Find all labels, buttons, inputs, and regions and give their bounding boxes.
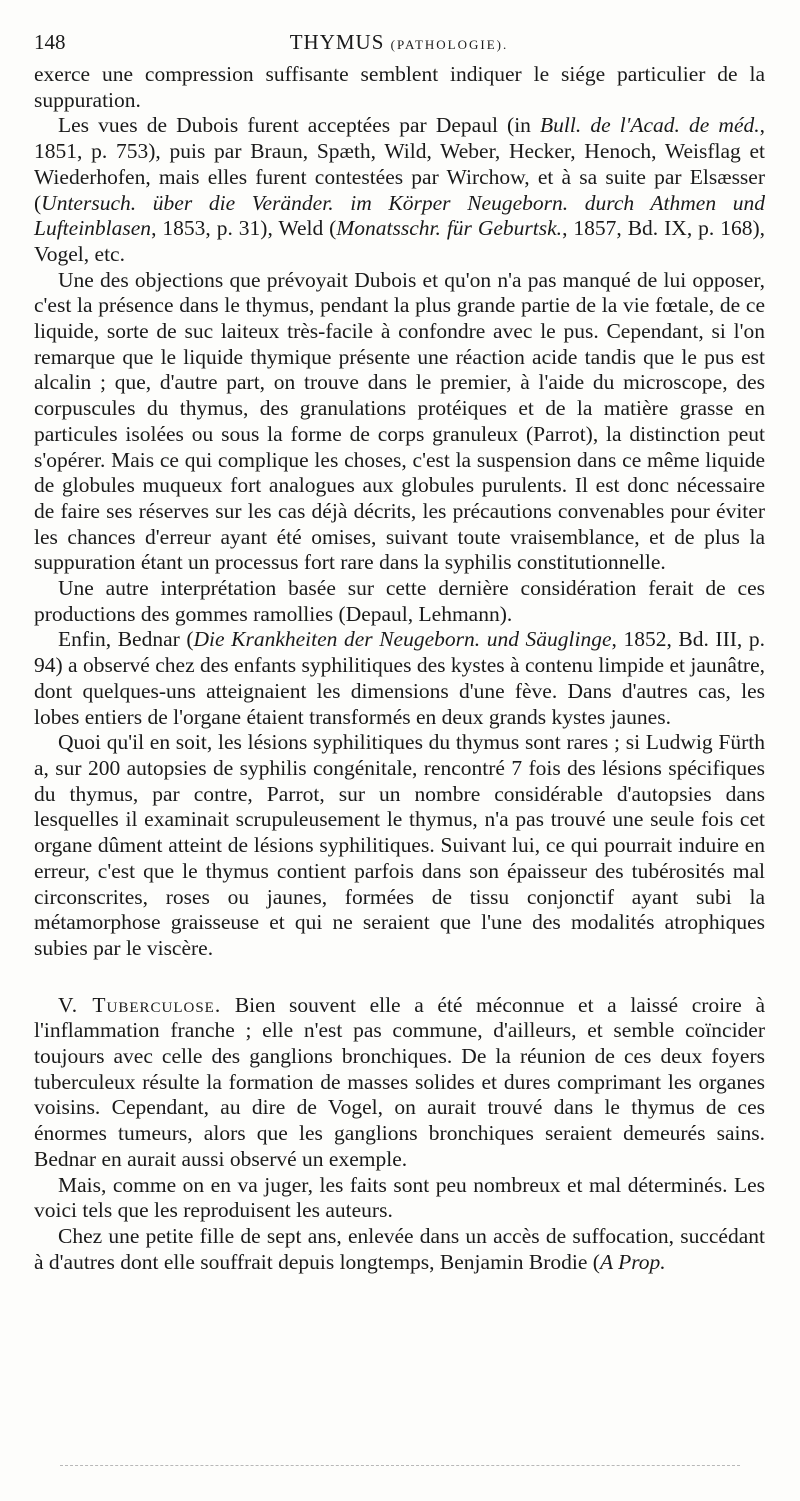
citation-title: Die Krankheiten der Neugeborn. und Säuglinge — [193, 627, 612, 652]
text-run: , 1851, p. 753), puis par Braun, Spæth, Wild, Weber, Hecker, Henoch, Weisflag et Wiederhofen, mais elles furent contestées par Wirchow, et à sa suite par Elsæsser ( — [34, 113, 766, 215]
text-run: Enfin, Bednar ( — [58, 627, 194, 652]
text-run: , 1852, Bd. III, p. 94) a observé chez des enfants syphilitiques des kystes à contenu limpide et jaunâtre, dont quelques-uns atteignaient les dimensions d'une fève. Dans d'autres cas, les lobes entiers de l'organe étaient transformés en deux grands kystes jaunes. — [34, 627, 765, 729]
text-run: Chez une petite fille de sept ans, enlevée dans un accès de suffocation, succédant à d'autres dont elle souffrait depuis longtemps, Benjamin Brodie ( — [34, 1223, 765, 1274]
running-head-subtitle: (PATHOLOGIE). — [390, 37, 509, 52]
paragraph-syphilitic-lesions: Quoi qu'il en soit, les lésions syphilitiques du thymus sont rares ; si Ludwig Fürth a, sur 200 autopsies de syphilis congénitale, rencontré 7 fois des lésions spécifiques du thymus, par contre, Parrot, sur un nombre considérable d'autopsies dans lesquelles il examinait scrupuleusement le thymus, n'a pas trouvé une seule fois cet organe dûment atteint de lésions syphilitiques. Suivant lui, ce qui pourrait induire en erreur, c'est que le thymus contient parfois dans son épaisseur des tubérosités mal circonscrites, roses ou jaunes, formées de tissu conjonctif ayant subi la métamorphose graisseuse et qui ne seraient que l'une des modalités atrophiques subies par le viscère. — [34, 730, 765, 960]
citation-title: Bull. de l'Acad. de méd. — [540, 113, 760, 138]
running-head — [34, 30, 764, 55]
paragraph-continuation: exerce une compression suffisante semblent indiquer le siége particulier de la suppuration. — [34, 62, 765, 112]
body-text — [34, 62, 765, 1275]
section-heading: V. Tuberculose. — [58, 992, 222, 1017]
paragraph-few-facts: Mais, comme on en va juger, les faits sont peu nombreux et mal déterminés. Les voici tels que les reproduisent les auteurs. — [34, 1172, 765, 1223]
paragraph-tuberculose — [34, 993, 765, 1173]
paragraph-interpretation: Une autre interprétation basée sur cette dernière considération ferait de ces productions des gommes ramollies (Depaul, Lehmann). — [34, 576, 765, 626]
text-run: Les vues de Dubois furent acceptées par Depaul (in — [58, 113, 541, 138]
text-run: , 1857, Bd. IX, p. 168), Vogel, etc. — [34, 216, 766, 266]
footer-divider — [60, 1465, 740, 1466]
citation-title: A Prop. — [599, 1249, 666, 1274]
citation-title: Monatsschr. für Geburtsk. — [336, 216, 563, 241]
paragraph-case-report — [34, 1224, 765, 1275]
paragraph-dubois-views — [34, 113, 765, 267]
paragraph-bednar — [34, 627, 765, 730]
running-head-title: THYMUS — [289, 30, 385, 54]
page-header — [34, 30, 764, 58]
page-number: 148 — [34, 30, 66, 54]
text-run: , 1853, p. 31), Weld ( — [151, 216, 337, 241]
paragraph-objections: Une des objections que prévoyait Dubois et qu'on n'a pas manqué de lui opposer, c'est la présence dans le thymus, pendant la plus grande partie de la vie fœtale, de ce liquide, sorte de suc laiteux très-facile à confondre avec le pus. Cependant, si l'on remarque que le liquide thymique présente une réaction acide tandis que le pus est alcalin ; que, d'autre part, on trouve dans le premier, à l'aide du microscope, des corpuscules du thymus, des granulations protéiques et de la matière grasse en particules isolées ou sous la forme de corps granuleux (Parrot), la distinction peut s'opérer. Mais ce qui complique les choses, c'est la suspension dans ce même liquide de globules muqueux fort analogues aux globules purulents. Il est donc nécessaire de faire ses réserves sur les cas déjà décrits, les précautions convenables pour éviter les chances d'erreur ayant été omises, suivant toute vraisemblance, et de plus la suppuration étant un processus fort rare dans la syphilis constitutionnelle. — [34, 267, 765, 575]
text-run: Bien souvent elle a été méconnue et a laissé croire à l'inflammation franche ; elle n'est pas commune, d'ailleurs, et semble coïncider toujours avec celle des ganglions bronchiques. De la réunion de ces deux foyers tuberculeux résulte la formation de masses solides et dures comprimant les organes voisins. Cependant, au dire de Vogel, on aurait trouvé dans le thymus de ces énormes tumeurs, alors que les ganglions bronchiques seraient demeurés sains. Bednar en aurait aussi observé un exemple. — [34, 992, 765, 1171]
citation-title: Untersuch. über die Veränder. im Körper Neugeborn. durch Athmen und Lufteinblasen — [34, 190, 765, 241]
